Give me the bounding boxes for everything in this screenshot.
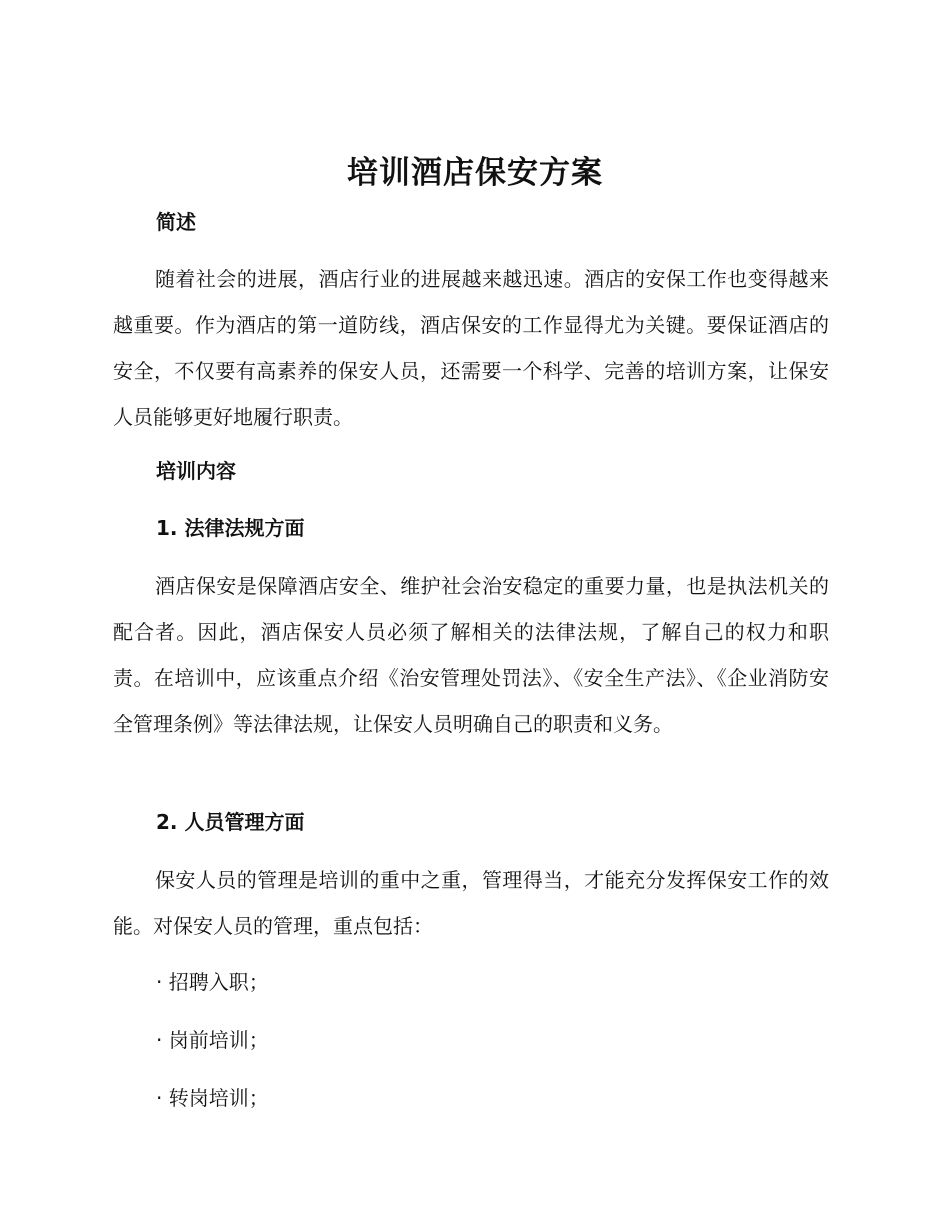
paragraph-laws: 酒店保安是保障酒店安全、维护社会治安稳定的重要力量，也是执法机关的配合者。因此，酒店保安人员必须了解相关的法律法规，了解自己的权力和职责。在培训中，应该重点介绍《治安管理处罚法》、《安全生产法》、《企业消防安全管理条例》等法律法规，让保安人员明确自己的职责和义务。 bbox=[113, 574, 829, 736]
section-heading-training-content: 培训内容 bbox=[156, 459, 236, 483]
section-heading-personnel: 2. 人员管理方面 bbox=[156, 810, 305, 834]
list-item: · 招聘入职； bbox=[156, 970, 269, 994]
section-heading-overview: 简述 bbox=[156, 210, 196, 234]
list-item: · 转岗培训； bbox=[156, 1086, 269, 1110]
paragraph-overview: 随着社会的进展，酒店行业的进展越来越迅速。酒店的安保工作也变得越来越重要。作为酒店的第一道防线，酒店保安的工作显得尤为关键。要保证酒店的安全，不仅要有高素养的保安人员，还需要一个科学、完善的培训方案，让保安人员能够更好地履行职责。 bbox=[113, 267, 829, 429]
paragraph-personnel: 保安人员的管理是培训的重中之重，管理得当，才能充分发挥保安工作的效能。对保安人员的管理，重点包括： bbox=[113, 868, 829, 938]
list-item: · 岗前培训； bbox=[156, 1028, 269, 1052]
document-title: 培训酒店保安方案 bbox=[347, 155, 603, 191]
section-heading-laws: 1. 法律法规方面 bbox=[156, 516, 305, 540]
